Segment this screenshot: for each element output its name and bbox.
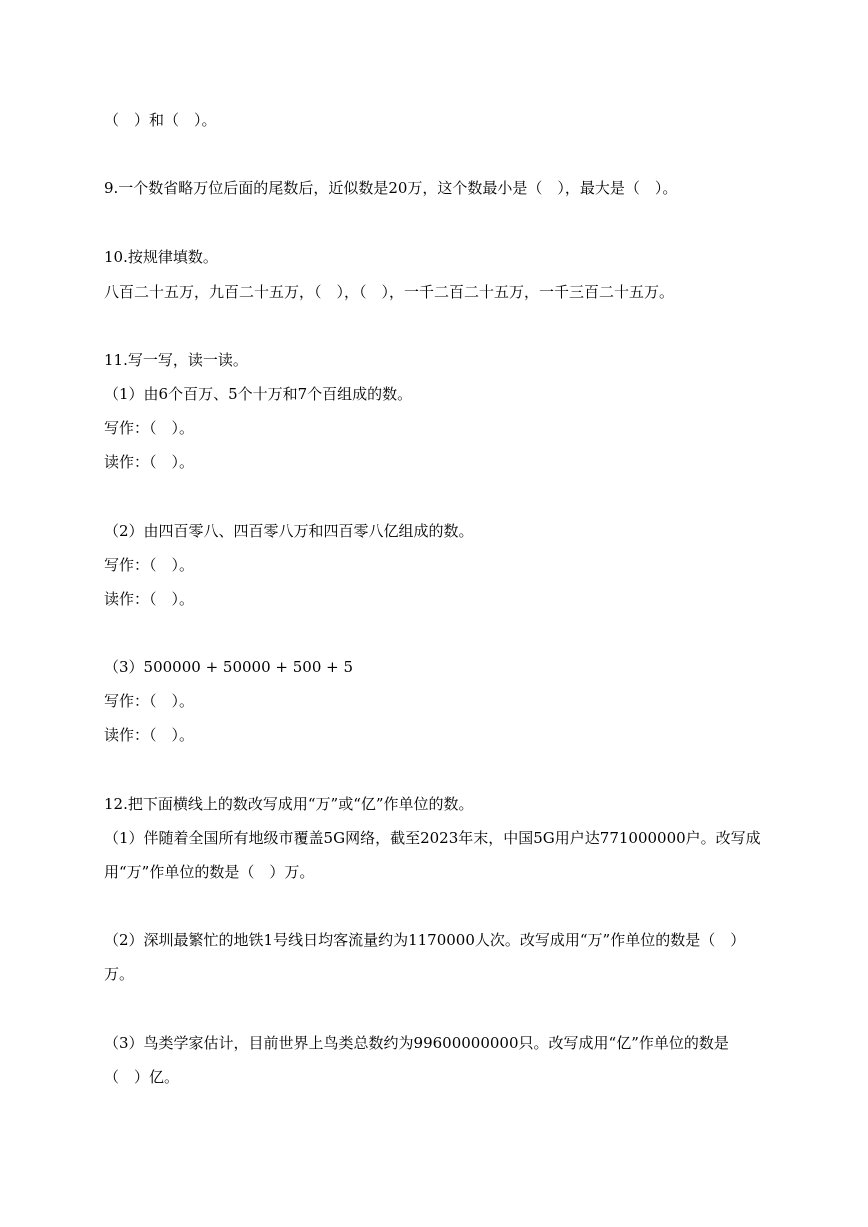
question-9: 9.一个数省略万位后面的尾数后，近似数是20万，这个数最小是（ ），最大是（ ）。	[104, 179, 678, 197]
read-answer-line: 读作：（ ）。	[104, 453, 195, 471]
question-12-part-2-line-1: （2）深圳最繁忙的地铁1号线日均客流量约为1170000人次。改写成用“万”作单位的数是（ ）	[104, 931, 746, 949]
write-answer-line: 写作：（ ）。	[104, 419, 195, 437]
read-answer-line: 读作：（ ）。	[104, 726, 195, 744]
question-12-part-1-line-1: （1）伴随着全国所有地级市覆盖5G网络，截至2023年末，中国5G用户达771000000户。改写成	[104, 829, 761, 847]
question-10-sequence: 八百二十五万，九百二十五万，（ ），（ ），一千二百二十五万，一千三百二十五万。	[104, 283, 675, 301]
question-10-title: 10.按规律填数。	[104, 248, 218, 266]
question-11-part-1: （1）由6个百万、5个十万和7个百组成的数。	[104, 385, 413, 403]
q8-continuation: （ ）和（ ）。	[104, 111, 217, 129]
question-12-title: 12.把下面横线上的数改写成用“万”或“亿”作单位的数。	[104, 795, 474, 813]
question-12-part-2-line-2: 万。	[104, 965, 135, 983]
write-answer-line: 写作：（ ）。	[104, 692, 195, 710]
read-answer-line: 读作：（ ）。	[104, 590, 195, 608]
question-12-part-3-line-2: （ ）亿。	[104, 1068, 180, 1086]
question-11-part-3: （3）500000 + 50000 + 500 + 5	[104, 658, 354, 676]
question-12-part-3-line-1: （3）鸟类学家估计，目前世界上鸟类总数约为99600000000只。改写成用“亿”作单位的数是	[104, 1034, 729, 1052]
write-answer-line: 写作：（ ）。	[104, 556, 195, 574]
question-12-part-1-line-2: 用“万”作单位的数是（ ）万。	[104, 863, 315, 881]
question-11-title: 11.写一写，读一读。	[104, 351, 248, 369]
question-11-part-2: （2）由四百零八、四百零八万和四百零八亿组成的数。	[104, 522, 474, 540]
